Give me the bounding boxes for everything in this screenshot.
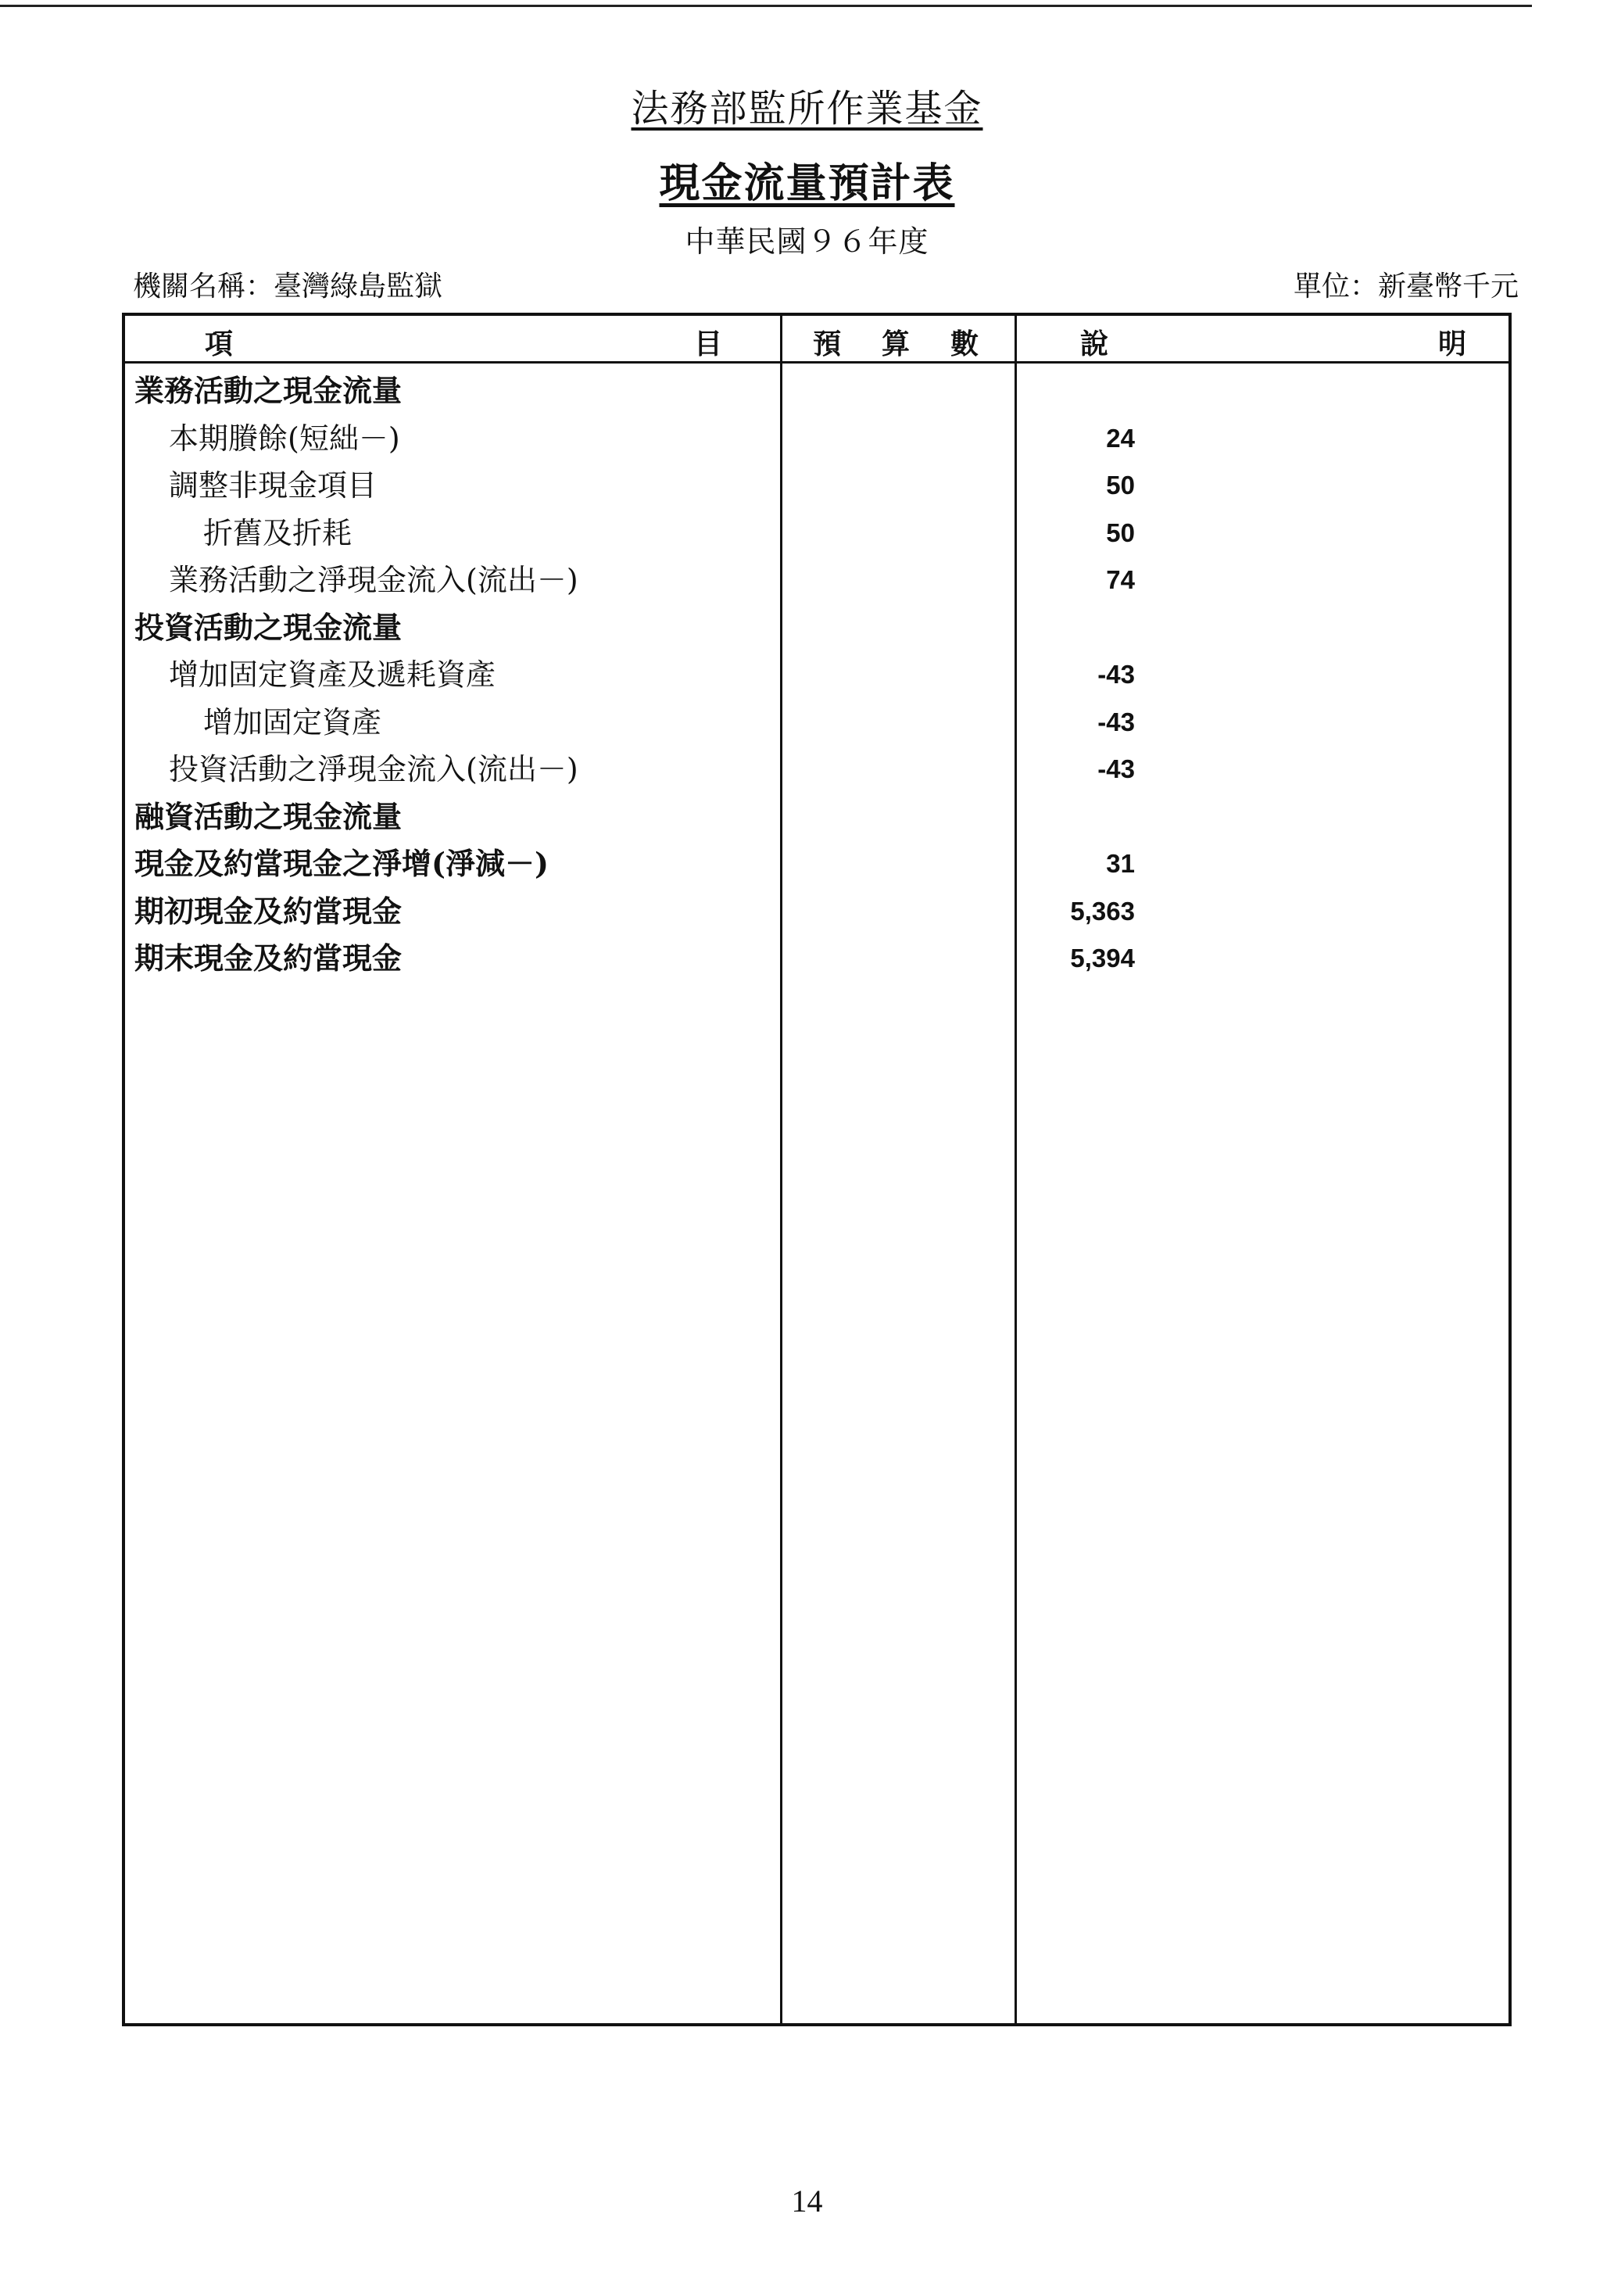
row-label: 折舊及折耗 bbox=[203, 515, 353, 550]
table-row bbox=[125, 699, 1508, 746]
currency-unit: 單位：新臺幣千元 bbox=[1293, 270, 1519, 303]
row-label: 本期賸餘(短絀－) bbox=[169, 421, 400, 456]
table-row bbox=[125, 604, 1508, 651]
column-header-note: 說 bbox=[1080, 328, 1109, 360]
report-title: 現金流量預計表 bbox=[659, 159, 955, 207]
column-header-item: 項 bbox=[205, 328, 234, 360]
row-amount: 24 bbox=[1106, 423, 1135, 453]
row-amount: 5,394 bbox=[1070, 944, 1135, 972]
row-label: 投資活動之現金流量 bbox=[134, 609, 403, 645]
column-header-item-end: 目 bbox=[694, 328, 723, 360]
row-amount: 50 bbox=[1106, 518, 1135, 547]
row-label: 業務活動之現金流量 bbox=[134, 373, 403, 408]
row-amount: 74 bbox=[1106, 565, 1135, 594]
organization-name: 機關名稱：臺灣綠島監獄 bbox=[133, 270, 443, 303]
row-label: 業務活動之淨現金流入(流出－) bbox=[169, 563, 578, 597]
table-row bbox=[125, 793, 1508, 840]
row-label: 調整非現金項目 bbox=[169, 468, 378, 503]
row-label: 融資活動之現金流量 bbox=[134, 798, 403, 834]
fund-name: 法務部監所作業基金 bbox=[631, 87, 983, 131]
row-amount: 5,363 bbox=[1070, 896, 1135, 926]
row-amount: -43 bbox=[1097, 660, 1135, 689]
row-label: 期初現金及約當現金 bbox=[134, 893, 403, 929]
table-row bbox=[125, 510, 1508, 557]
row-label: 增加固定資產及遞耗資產 bbox=[169, 657, 496, 692]
table-row bbox=[125, 935, 1508, 982]
row-amount: 50 bbox=[1106, 471, 1135, 500]
column-header-note-end: 明 bbox=[1438, 328, 1467, 360]
top-border-line bbox=[0, 5, 1532, 7]
row-amount: -43 bbox=[1097, 754, 1135, 783]
cash-flow-table bbox=[122, 313, 1512, 2026]
fiscal-year: 中華民國９６年度 bbox=[685, 224, 929, 259]
page-number: 14 bbox=[791, 2183, 823, 2219]
row-amount: 31 bbox=[1106, 849, 1135, 878]
table-row bbox=[125, 557, 1508, 604]
column-header-budget: 預算數 bbox=[813, 328, 1020, 360]
table-row bbox=[125, 840, 1508, 887]
table-row bbox=[125, 462, 1508, 509]
table-row bbox=[125, 888, 1508, 935]
row-label: 增加固定資產 bbox=[203, 704, 382, 740]
row-amount: -43 bbox=[1097, 707, 1135, 736]
table-row bbox=[125, 367, 1508, 414]
row-label: 期末現金及約當現金 bbox=[134, 940, 403, 976]
row-label: 現金及約當現金之淨增(淨減－) bbox=[134, 846, 549, 881]
table-row bbox=[125, 415, 1508, 462]
table-row bbox=[125, 651, 1508, 698]
table-row bbox=[125, 746, 1508, 793]
row-label: 投資活動之淨現金流入(流出－) bbox=[169, 752, 578, 786]
